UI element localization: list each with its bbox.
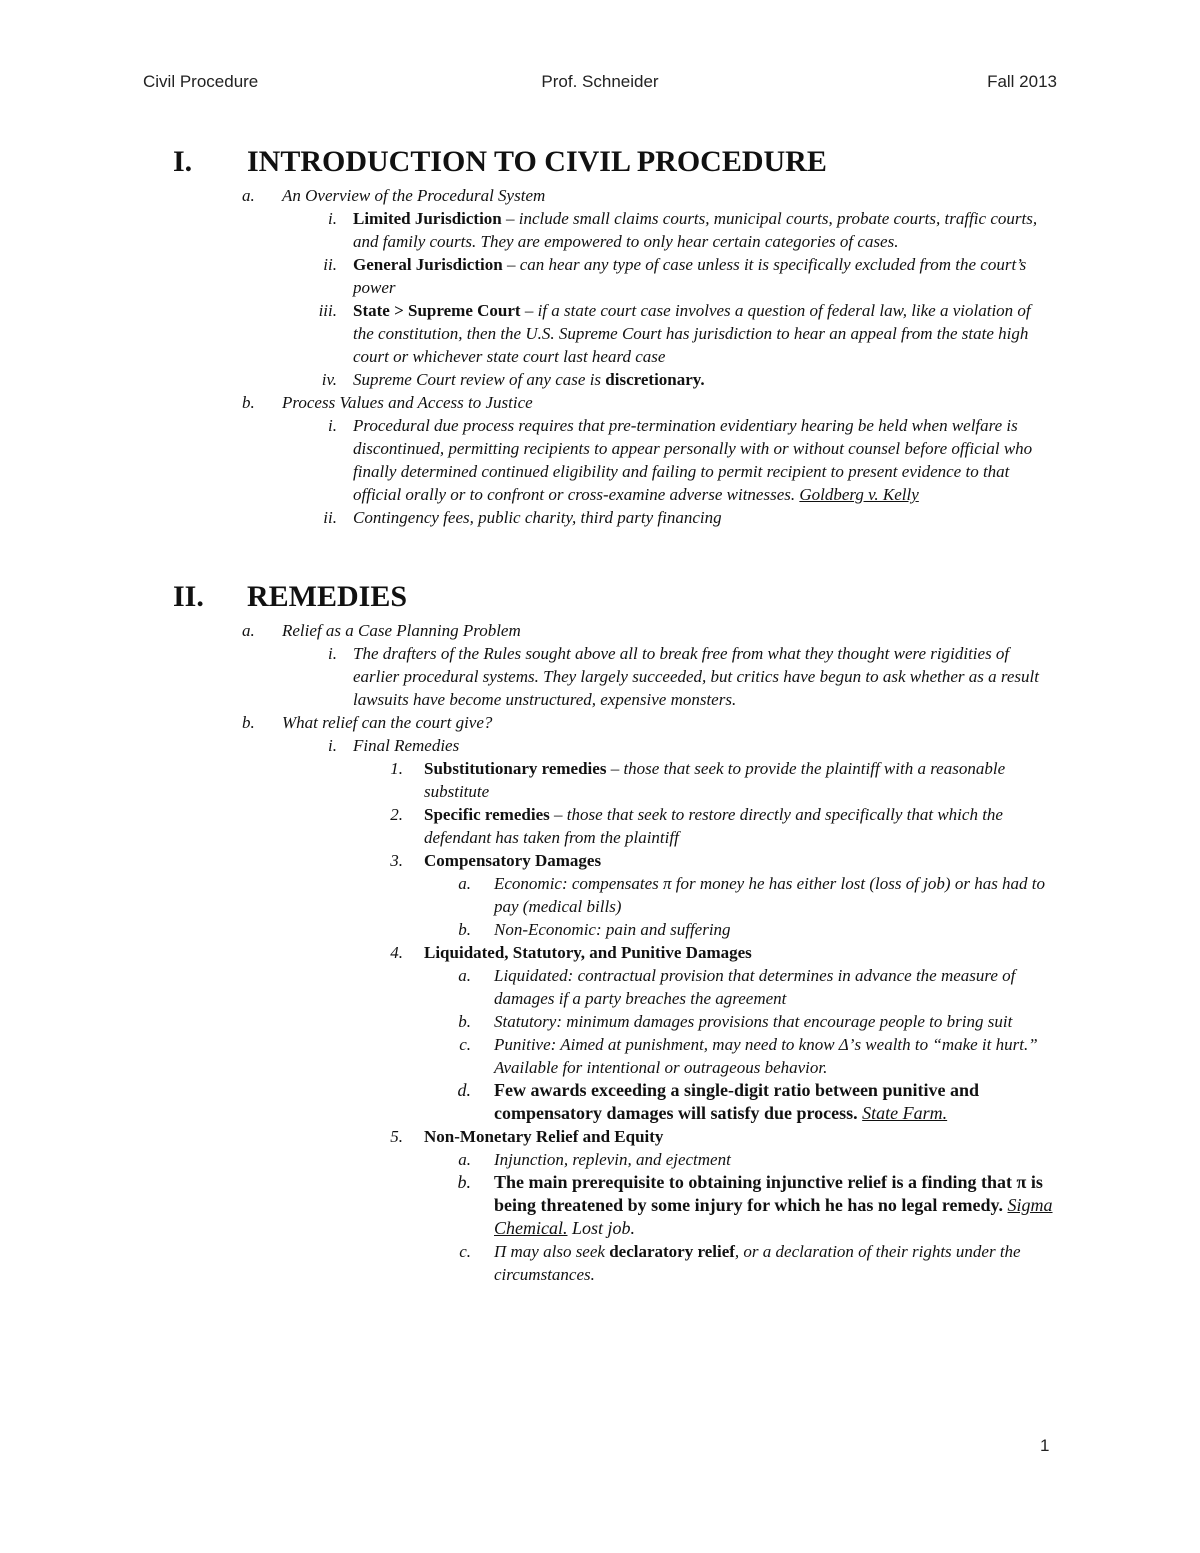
outline-item [143, 207, 1053, 253]
outline-label: a. [242, 621, 255, 640]
outline-item [143, 506, 1053, 529]
outline-text: Non-Economic: pain and suffering [494, 920, 731, 939]
term-bold: discretionary. [605, 370, 705, 389]
term-bold: Few awards exceeding a single-digit ratio between punitive and compensatory damages will satisfy due process. [494, 1080, 979, 1123]
outline-label: i. [328, 209, 337, 228]
outline-item [143, 1148, 1064, 1171]
outline-item [143, 368, 1053, 391]
section-number: II. [173, 580, 204, 613]
outline-label: b. [242, 393, 255, 412]
outline-label: a. [458, 966, 471, 985]
case-citation: Sigma Chemical. [494, 1195, 1053, 1238]
section-title: INTRODUCTION TO CIVIL PROCEDURE [247, 145, 827, 178]
outline-item [143, 299, 1053, 368]
case-citation: State Farm. [862, 1103, 948, 1123]
outline-text: Liquidated: contractual provision that determines in advance the measure of damages if a party breaches the agreement [494, 966, 1016, 1008]
outline-item [143, 253, 1053, 299]
outline-label: b. [242, 713, 255, 732]
outline-label: a. [242, 186, 255, 205]
page-header [143, 72, 1057, 100]
term-bold: State > Supreme Court [353, 301, 521, 320]
outline-label: b. [457, 1172, 471, 1192]
section-heading [143, 575, 1200, 619]
outline-label: a. [458, 874, 471, 893]
section-title: REMEDIES [247, 580, 408, 613]
outline-item [143, 941, 1054, 964]
outline-label: 4. [390, 943, 403, 962]
outline-item [143, 391, 1200, 414]
case-citation: Goldberg v. Kelly [799, 485, 919, 504]
term-bold: The main prerequisite to obtaining injunctive relief is a finding that π is being threatened by some injury for which he has no legal remedy. [494, 1172, 1043, 1215]
outline-text: Injunction, replevin, and ejectment [494, 1150, 731, 1169]
outline-text: Procedural due process requires that pre-termination evidentiary hearing be held when welfare is discontinued, permitting recipients to appear personally with or without counsel before official who finally determined continued eligibility and failing to permit recipient to present evidence to that official orally or to confront or cross-examine adverse witnesses. [353, 416, 1033, 504]
outline-item [143, 872, 1064, 918]
section-number: I. [173, 145, 193, 178]
outline-text: , or a declaration of their rights under the circumstances. [494, 1242, 1021, 1284]
outline-text: – those that seek to restore directly and specifically that which the defendant has taken from the plaintiff [424, 805, 1003, 847]
term-bold: Compensatory Damages [424, 851, 602, 870]
outline-label: iv. [321, 370, 337, 389]
outline-text: Process Values and Access to Justice [282, 393, 533, 412]
outline-label: ii. [323, 508, 337, 527]
outline-text: Relief as a Case Planning Problem [282, 621, 521, 640]
outline-text: – those that seek to provide the plaintiff with a reasonable substitute [424, 759, 1006, 801]
header-professor: Prof. Schneider [541, 72, 659, 91]
outline-text: Punitive: Aimed at punishment, may need to know Δ’s wealth to “make it hurt.” Available for intentional or outrageous behavior. [494, 1035, 1038, 1077]
outline-label: b. [458, 920, 471, 939]
term-bold: Limited Jurisdiction [353, 209, 502, 228]
outline-item [143, 734, 1053, 757]
outline-label: i. [328, 644, 337, 663]
outline-label: b. [458, 1012, 471, 1031]
header-course: Civil Procedure [143, 72, 259, 91]
outline-text: Supreme Court review of any case is [353, 370, 606, 389]
outline-item [143, 1010, 1064, 1033]
term-bold: Specific remedies [424, 805, 550, 824]
outline-text: Final Remedies [353, 736, 460, 755]
section-introduction [0, 140, 1200, 529]
outline-label: 3. [390, 851, 403, 870]
outline-item [143, 1079, 1064, 1125]
header-term: Fall 2013 [987, 72, 1057, 91]
outline-text: – can hear any type of case unless it is specifically excluded from the court’s power [353, 255, 1027, 297]
outline-text: Π may also seek [494, 1242, 610, 1261]
outline-item [143, 642, 1053, 711]
outline-item [143, 414, 1053, 506]
outline-label: 2. [390, 805, 403, 824]
outline-item [143, 849, 1054, 872]
outline-text: Contingency fees, public charity, third party financing [353, 508, 722, 527]
document-body [0, 140, 1200, 1286]
outline-text: Lost job. [567, 1218, 636, 1238]
outline-label: a. [458, 1150, 471, 1169]
outline-label: 5. [390, 1127, 403, 1146]
outline-label: c. [459, 1242, 471, 1261]
outline-text: An Overview of the Procedural System [282, 186, 546, 205]
outline-label: d. [457, 1080, 471, 1100]
outline-item [143, 711, 1200, 734]
page-number: 1 [1040, 1436, 1050, 1455]
outline-text: Statutory: minimum damages provisions that encourage people to bring suit [494, 1012, 1013, 1031]
term-bold: declaratory relief [609, 1242, 735, 1261]
outline-label: iii. [318, 301, 337, 320]
outline-text: – if a state court case involves a question of federal law, like a violation of the constitution, then the U.S. Supreme Court has jurisdiction to hear an appeal from the state high court or whichever state court last heard case [353, 301, 1031, 366]
section-remedies [0, 575, 1200, 1286]
outline-label: 1. [390, 759, 403, 778]
term-bold: Non-Monetary Relief and Equity [424, 1127, 664, 1146]
outline-text: Economic: compensates π for money he has either lost (loss of job) or has had to pay (medical bills) [494, 874, 1046, 916]
outline-text: – include small claims courts, municipal courts, probate courts, traffic courts, and family courts. They are empowered to only hear certain categories of cases. [353, 209, 1038, 251]
outline-label: c. [459, 1035, 471, 1054]
outline-item [143, 803, 1054, 849]
section-heading [143, 140, 1200, 184]
outline-item [143, 918, 1064, 941]
term-bold: Substitutionary remedies [424, 759, 607, 778]
outline-item [143, 1125, 1054, 1148]
outline-label: i. [328, 416, 337, 435]
outline-label: ii. [323, 255, 337, 274]
outline-item [143, 1171, 1064, 1240]
term-bold: General Jurisdiction [353, 255, 503, 274]
outline-item [143, 184, 1200, 207]
outline-item [143, 964, 1064, 1010]
outline-item [143, 619, 1200, 642]
term-bold: Liquidated, Statutory, and Punitive Damages [424, 943, 752, 962]
outline-label: i. [328, 736, 337, 755]
outline-text: The drafters of the Rules sought above all to break free from what they thought were rigidities of earlier procedural systems. They largely succeeded, but critics have begun to ask whether as a result lawsuits have become unstructured, expensive monsters. [353, 644, 1039, 709]
outline-item [143, 757, 1054, 803]
outline-item [143, 1033, 1064, 1079]
outline-item [143, 1240, 1064, 1286]
outline-text: What relief can the court give? [282, 713, 493, 732]
